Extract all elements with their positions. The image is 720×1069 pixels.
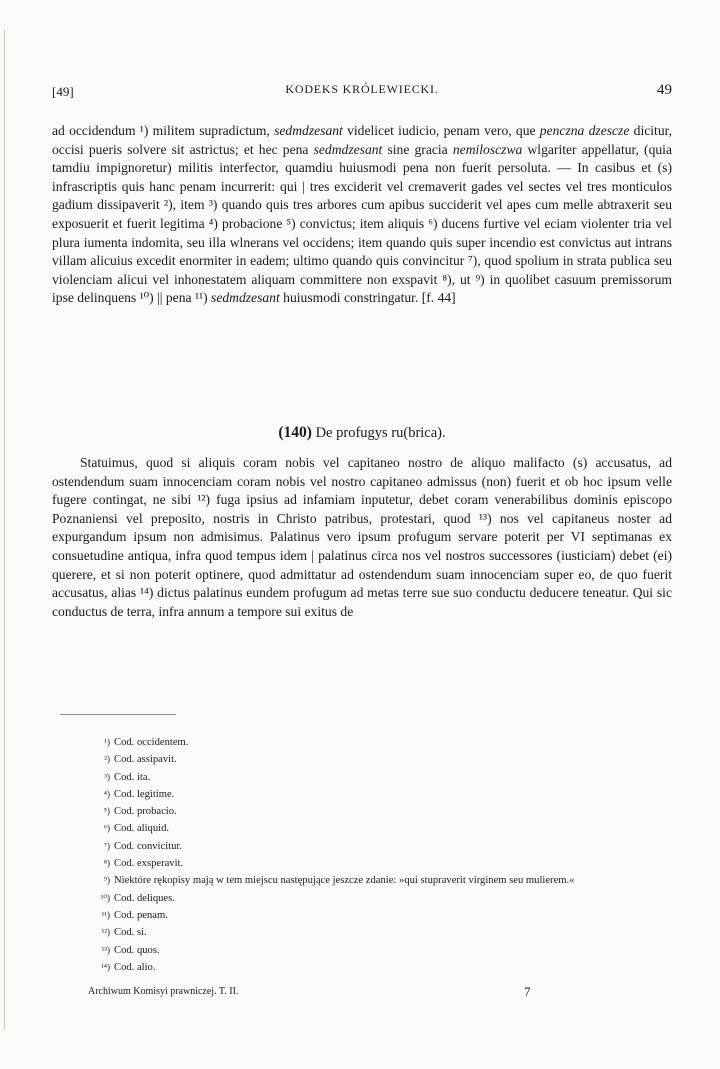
footnote xyxy=(52,803,672,820)
footnote-text: Cod. convicitur. xyxy=(114,840,182,852)
footnote-mark: ⁴) xyxy=(103,788,110,799)
footnote xyxy=(52,924,672,941)
footnote-text: Cod. probacio. xyxy=(114,806,177,818)
italic-term: nemilosczwa xyxy=(452,141,523,157)
text-run: sine gracia xyxy=(382,141,453,157)
footnote xyxy=(52,786,672,803)
footnote xyxy=(52,855,672,872)
italic-term: penczna dzescze xyxy=(539,123,630,138)
footnote-mark: ⁸) xyxy=(103,858,110,869)
footnote xyxy=(52,838,672,855)
footnote-text: Cod. occidentem. xyxy=(114,737,189,748)
footnote-text: Cod. penam. xyxy=(114,909,168,921)
section-title: De profugys ru(brica). xyxy=(311,425,446,441)
text-run: dicitur, occisi pueris solvere sit astrictus; et hec pena xyxy=(52,123,672,157)
footnote-text: Cod. alio. xyxy=(114,961,156,973)
text-run: ad occidendum ¹) militem supradictum, xyxy=(52,123,275,138)
footnote-rule xyxy=(60,714,176,715)
footnote-mark: ¹²) xyxy=(101,927,110,938)
folio-number: [49] xyxy=(52,84,74,99)
italic-term: sedmdzesant xyxy=(211,290,280,306)
footnote-text: Cod. assipavit. xyxy=(114,754,177,766)
paragraph-2: Statuimus, quod si aliquis coram nobis vel capitaneo nostro de aliquo malifacto (s) accusatus, ad ostendendum suam innocenciam coram nobis vel nostro capitaneo admissus (non) fuerit et ob hoc ipsum velle fugere contingat, ne sibi ¹²) fuga ipsius ad infamiam inputetur, debet coram venerabilibus dominis episcopo Poznaniensi vel preposito, nostris in Christo patribus, protestari, quod ¹³) nos vel capitaneus noster ad expurgandum ipsum non admisimus. Palatinus vero ipsum profugum servare poterit per VI septimanas ex consuetudine antiqua, infra quod tempus idem | palatinus circa nos vel nostros successores (iusticiam) debet (ei) querere, et si non poterit optinere, quod admittatur ad ostendendum suam innocenciam super eo, de quo fuerit accusatus, alias ¹⁴) dictus palatinus eundem profugum ad metas terre sue suo conductu deducere teneatur. Qui sic conductus de terra, infra annum a tempore sui exitus de xyxy=(52,455,672,619)
footnote xyxy=(52,769,672,786)
footnote xyxy=(52,751,672,768)
running-header xyxy=(52,80,672,104)
footnote-mark: ¹) xyxy=(104,737,110,747)
footnote-text: Cod. aliquid. xyxy=(114,823,170,835)
sheet-number: 7 xyxy=(524,984,531,999)
footnote xyxy=(52,907,672,924)
footnote-text: Cod. quos. xyxy=(114,944,160,956)
paragraph-1 xyxy=(52,122,672,308)
italic-term: sedmdzesant xyxy=(274,123,343,138)
footnote-mark: ²) xyxy=(104,754,110,765)
footnote xyxy=(52,734,672,751)
footnote-text: Cod. exsperavit. xyxy=(114,858,184,870)
footnote-text: Cod. legitime. xyxy=(114,788,175,800)
footnote-mark: ¹⁴) xyxy=(101,961,110,972)
section-heading xyxy=(52,424,672,442)
running-title: KODEKS KRÓLEWIECKI. xyxy=(285,82,439,96)
footnotes xyxy=(52,734,672,976)
footnote-mark: ⁷) xyxy=(103,840,110,851)
footnote-mark: ⁶) xyxy=(103,823,110,834)
footnote xyxy=(52,890,672,907)
footnote-mark: ¹⁰) xyxy=(100,892,110,903)
signature-text: Archiwum Komisyi prawniczej. T. II. xyxy=(88,986,239,997)
footnote xyxy=(52,820,672,837)
page-number: 49 xyxy=(657,82,672,98)
footnote-text: Cod. si. xyxy=(114,927,147,939)
section-number: (140) xyxy=(278,424,312,441)
footnote-text: Cod. ita. xyxy=(114,771,151,783)
footnote-text: Niektóre rękopisy mają w tem miejscu następujące jeszcze zdanie: »qui stupraverit virginem seu mulierem.« xyxy=(114,875,575,887)
footnote xyxy=(52,942,672,959)
footnote-mark: ³) xyxy=(104,771,110,782)
footnote xyxy=(52,959,672,976)
text-run: videlicet iudicio, penam vero, que xyxy=(342,123,540,138)
footnote-text: Cod. deliques. xyxy=(114,892,175,904)
footnote xyxy=(52,872,672,889)
italic-term: sedmdzesant xyxy=(313,141,383,157)
footnote-mark: ¹¹) xyxy=(101,909,110,920)
footnote-mark: ⁵) xyxy=(103,806,110,817)
footnote-mark: ⁹) xyxy=(103,875,110,886)
text-run: huiusmodi constringatur. [f. 44] xyxy=(279,290,456,306)
scan-edge-line xyxy=(4,30,5,1030)
footnote-mark: ¹³) xyxy=(101,944,110,955)
text-run: wlgariter appellatur, (quia tamdiu impignoretur) militis interfector, quamdiu huiusmodi pena non fuerit persoluta. — In casibus et (s) infrascriptis quis hanc penam incurrerit: qui | tres exciderit vel cremaverit gades vel sectes vel tres monticulos gadium dissipaverit ²), item ³) quando quis tres arbores cum apibus succiderit vel apes cum melle abtraxerit seu exposuerit et fuerit legitima ⁴) probacione ⁵) convictus; item aliquis ⁶) ducens furtive vel eciam violenter tria vel plura iumenta indomita, seu illa wlnerans vel occidens; item quando quis super incendio est convictus aut intrans villam alicuius excedit enormiter in eadem; ultimo quando quis convincitur ⁷), quod spolium in strata publica seu violenciam alicui vel inhonestatem aliquam committere non exspavit ⁸), ut ⁹) in quolibet casuum premissorum ipse delinquens ¹⁰) || pena ¹¹) xyxy=(52,141,672,306)
